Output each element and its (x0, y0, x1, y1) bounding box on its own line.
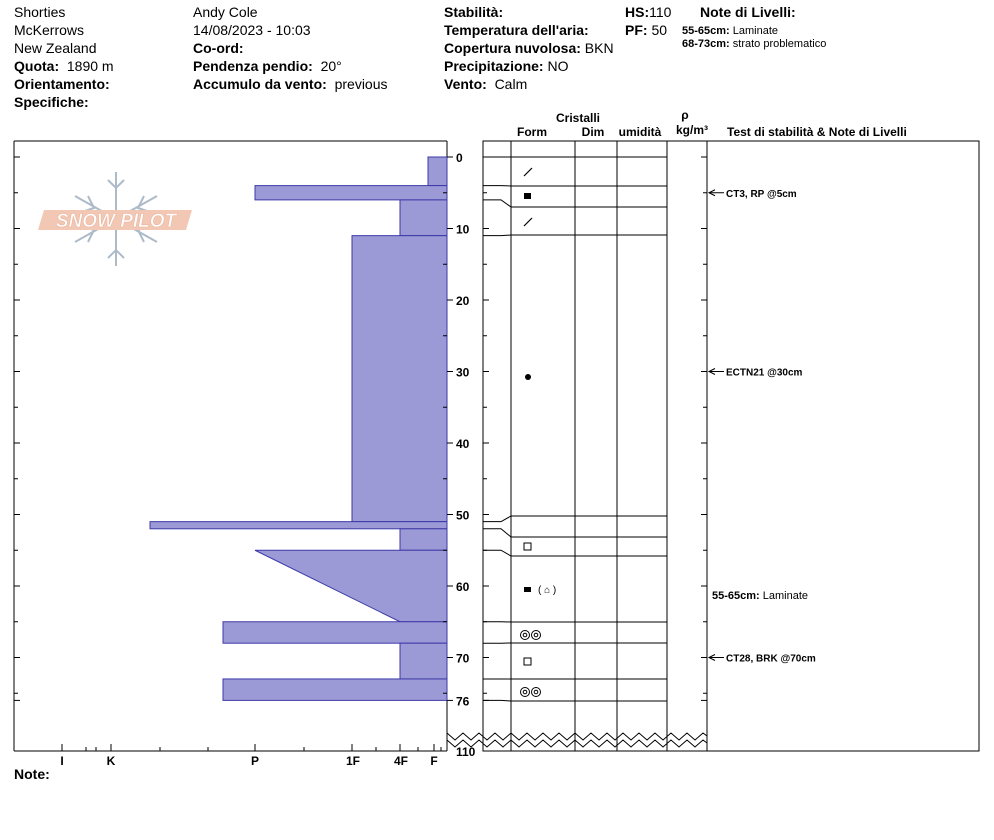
hardness-layer (255, 550, 447, 622)
depth-tick-label: 60 (456, 580, 470, 594)
melt-forms-icon (521, 688, 541, 697)
form-header: Form (517, 125, 547, 139)
x-tick-label: F (430, 754, 438, 768)
crystal-symbols (521, 168, 557, 697)
layer-note-2: 68-73cm: strato problematico (682, 38, 827, 50)
depth-tick-label: 50 (456, 508, 470, 523)
hardness-layer (400, 643, 447, 679)
hardness-layer (150, 522, 447, 529)
depth-tick-label: 76 (456, 694, 470, 709)
depth-tick-label: 10 (456, 222, 470, 237)
density-header: ρ (681, 108, 689, 122)
size-header: Dim (581, 125, 605, 139)
faceted-rounded-icon (524, 658, 531, 665)
hardness-layer (223, 679, 447, 700)
depth-tick-label: 0 (456, 151, 463, 165)
decomposing-fragments-icon (524, 218, 532, 226)
depth-tick-label: 40 (456, 437, 470, 451)
datetime: 14/08/2023 - 10:03 (193, 22, 311, 38)
layer-note-marker: 55-65cm: Laminate (712, 590, 809, 602)
faceted-rounded-secondary-icon: ( ⌂ ) (538, 585, 557, 596)
hardness-layer (428, 157, 447, 186)
wind-loading: Accumulo da vento: previous (193, 76, 388, 92)
hardness-axis (60, 744, 441, 768)
rounded-grains-icon (525, 374, 531, 380)
layer-note-1: 55-65cm: Laminate (682, 25, 779, 37)
foot-penetration: PF: 50 (625, 22, 668, 38)
layer-notes-title: Note di Livelli: (700, 4, 796, 20)
stability-tests (709, 189, 816, 665)
depth-tick-label: 30 (456, 365, 470, 380)
observer: Andy Cole (193, 4, 258, 20)
precipitation: Precipitazione: NO (444, 58, 569, 74)
decomposing-fragments-icon (524, 168, 532, 176)
density-unit-header: kg/m³ (675, 123, 709, 137)
facets-icon (524, 587, 531, 592)
country: New Zealand (14, 40, 97, 56)
crystals-header: Cristalli (555, 111, 601, 125)
depth-tick-label: 110 (456, 745, 476, 759)
x-tick-label: 1F (345, 754, 361, 768)
logo-text: SNOW PILOT (55, 211, 177, 232)
stability-test-label: ECTN21 @30cm (726, 367, 803, 379)
stability-test-label: CT28, BRK @70cm (726, 653, 816, 665)
facets-icon (524, 193, 531, 199)
snowpilot-logo (38, 172, 192, 266)
x-tick-label: K (106, 754, 116, 768)
slope: Pendenza pendio: 20° (193, 58, 342, 74)
elevation: Quota: 1890 m (14, 58, 114, 74)
wind: Vento: Calm (444, 76, 528, 92)
hardness-layer (352, 236, 447, 522)
depth-tick-label: 70 (456, 651, 470, 666)
notes-label: Note: (14, 766, 50, 782)
x-tick-label: I (60, 754, 64, 768)
sky-cover: Copertura nuvolosa: BKN (444, 40, 614, 56)
coordinates: Co-ord: (193, 40, 244, 56)
hardness-layer (400, 200, 447, 236)
melt-forms-icon (521, 631, 541, 640)
faceted-rounded-icon (524, 543, 531, 550)
specifics: Specifiche: (14, 94, 89, 110)
depth-tick-label: 20 (456, 294, 470, 308)
x-tick-label: P (250, 754, 260, 768)
stability: Stabilità: (444, 4, 504, 20)
hardness-layer (400, 529, 447, 550)
location: Shorties (14, 4, 66, 20)
hardness-layer (223, 622, 447, 643)
snow-height: HS:110 (625, 4, 672, 20)
x-tick-label: 4F (393, 754, 409, 768)
moisture-header: umidità (618, 125, 662, 139)
air-temperature: Temperatura dell'aria: (444, 22, 589, 38)
hardness-layers (150, 157, 447, 700)
stability-notes-header: Test di stabilità & Note di Livelli (727, 125, 907, 139)
aspect: Orientamento: (14, 76, 110, 92)
depth-axis-break (447, 733, 707, 747)
hardness-layer (255, 186, 447, 200)
range: McKerrows (14, 22, 85, 38)
stability-test-label: CT3, RP @5cm (726, 188, 797, 200)
